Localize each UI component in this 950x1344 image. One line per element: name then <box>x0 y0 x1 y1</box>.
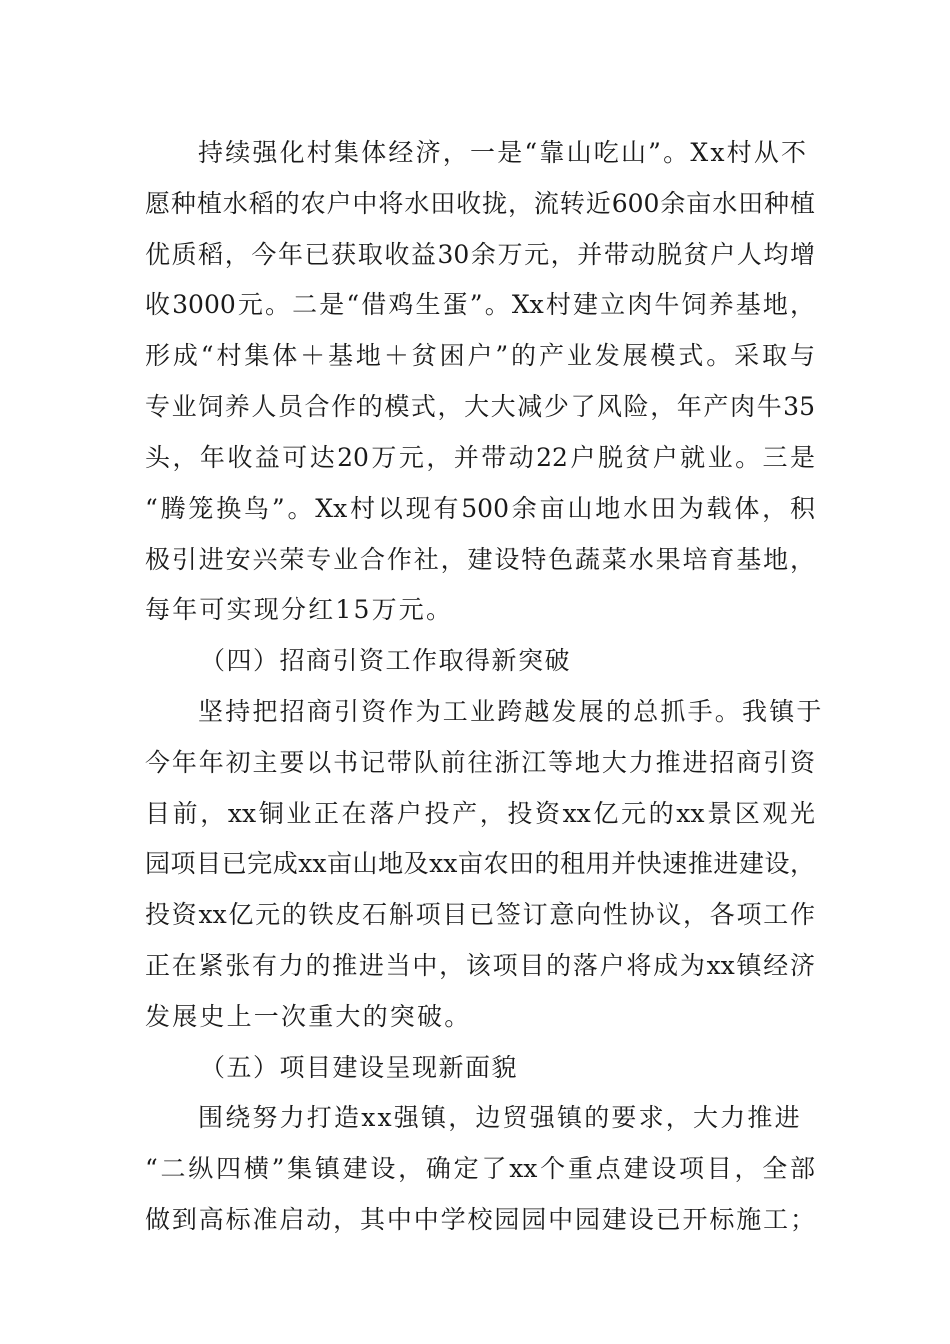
paragraph-line: 极引进安兴荣专业合作社，建设特色蔬菜水果培育基地， <box>145 545 815 574</box>
paragraph-line: 目前，xx铜业正在落户投产，投资xx亿元的xx景区观光 <box>145 799 815 828</box>
paragraph-line: 坚持把招商引资作为工业跨越发展的总抓手。我镇于 <box>198 697 824 726</box>
paragraph-line: 发展史上一次重大的突破。 <box>145 1002 472 1031</box>
section-heading: （五）项目建设呈现新面貌 <box>200 1053 519 1082</box>
paragraph-line: 正在紧张有力的推进当中，该项目的落户将成为xx镇经济 <box>145 951 815 980</box>
paragraph-line: 园项目已完成xx亩山地及xx亩农田的租用并快速推进建设， <box>145 849 815 878</box>
paragraph-line: 专业饲养人员合作的模式，大大减少了风险，年产肉牛35 <box>145 392 815 421</box>
paragraph-line: 投资xx亿元的铁皮石斛项目已签订意向性协议，各项工作 <box>145 900 815 929</box>
section-heading: （四）招商引资工作取得新突破 <box>200 646 572 675</box>
paragraph-line: 持续强化村集体经济，一是“靠山吃山”。Xx村从不 <box>198 138 809 167</box>
paragraph-line: 收3000元。二是“借鸡生蛋”。Xx村建立肉牛饲养基地， <box>145 290 815 319</box>
paragraph-line: 今年年初主要以书记带队前往浙江等地大力推进招商引资 <box>145 748 815 777</box>
paragraph-line: 做到高标准启动，其中中学校园园中园建设已开标施工； <box>145 1205 815 1234</box>
paragraph-line: “二纵四横”集镇建设，确定了xx个重点建设项目，全部 <box>145 1154 815 1183</box>
paragraph-line: 愿种植水稻的农户中将水田收拢，流转近600余亩水田种植 <box>145 189 815 218</box>
paragraph-line: 头，年收益可达20万元，并带动22户脱贫户就业。三是 <box>145 443 815 472</box>
paragraph-line: 每年可实现分红15万元。 <box>145 595 454 624</box>
paragraph-line: “腾笼换鸟”。Xx村以现有500余亩山地水田为载体，积 <box>145 494 815 523</box>
paragraph-line: 优质稻，今年已获取收益30余万元，并带动脱贫户人均增 <box>145 240 815 269</box>
paragraph-line: 形成“村集体＋基地＋贫困户”的产业发展模式。采取与 <box>145 341 815 370</box>
paragraph-line: 围绕努力打造xx强镇，边贸强镇的要求，大力推进 <box>198 1103 802 1132</box>
